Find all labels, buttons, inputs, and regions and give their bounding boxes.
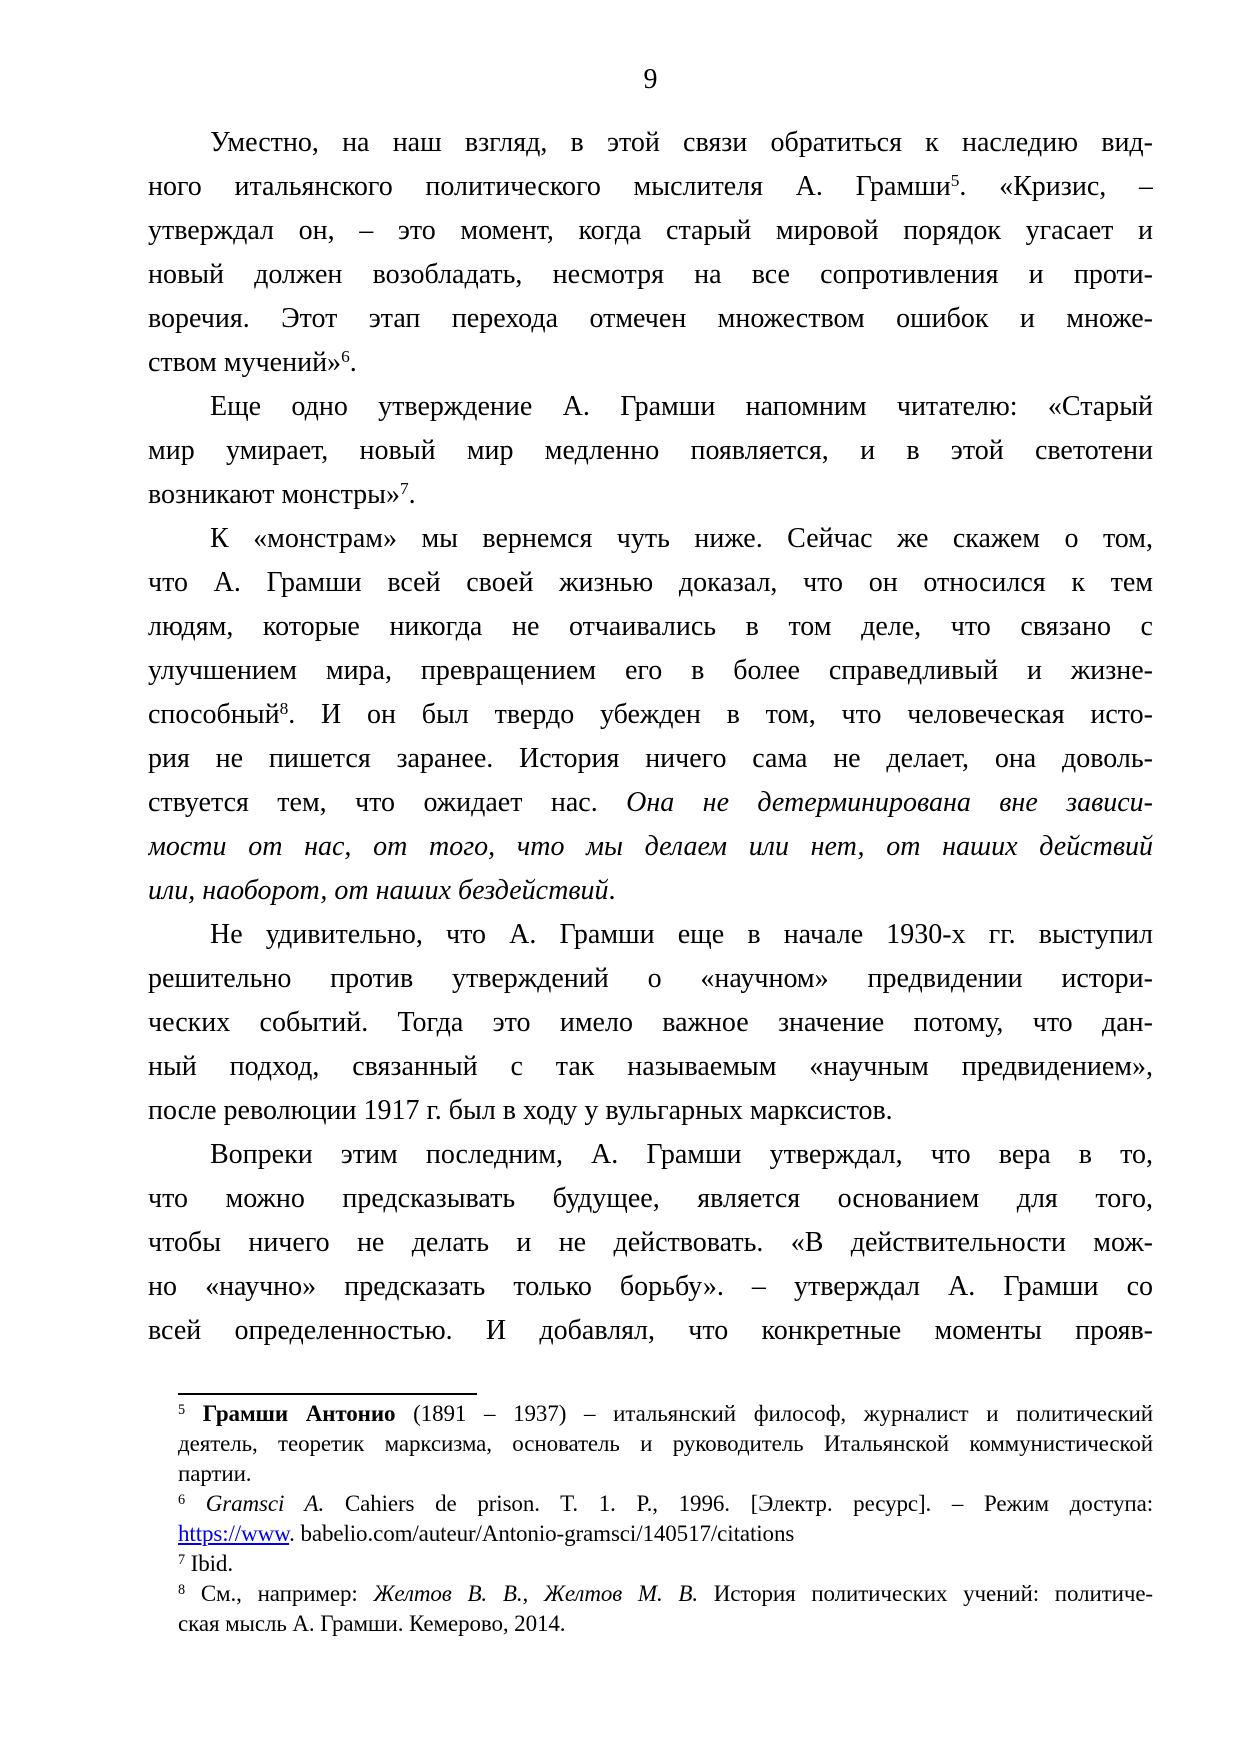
text-segment: К «монстрам» мы вернемся чуть ниже. Сейчас же скажем о том, — [210, 523, 1153, 554]
text-segment: решительно против утверждений о «научном» предвидении истори- — [148, 963, 1153, 994]
text-segment: способный — [148, 699, 280, 730]
text-line — [178, 1579, 1153, 1609]
text-segment: но «научно» предсказать только борьбу». – утверждал А. Грамши со — [148, 1271, 1153, 1302]
text-line — [148, 913, 1153, 957]
text-line — [148, 1265, 1153, 1309]
footnote-reference: 7 — [178, 1551, 186, 1568]
text-segment: Уместно, на наш взгляд, в этой связи обратиться к наследию вид- — [210, 127, 1153, 158]
paragraph — [148, 1133, 1153, 1353]
text-line — [148, 869, 1153, 913]
text-segment: См., например: — [185, 1581, 374, 1606]
text-line — [148, 385, 1153, 429]
text-line — [178, 1429, 1153, 1459]
footnotes — [178, 1399, 1153, 1639]
paragraph — [148, 517, 1153, 913]
text-segment: ствуется тем, что ожидает нас. — [148, 787, 627, 818]
text-segment — [185, 1491, 206, 1516]
text-segment: . «Кризис, – — [959, 171, 1153, 202]
hyperlink[interactable]: https://www — [178, 1521, 290, 1546]
footnote-reference: 5 — [178, 1401, 186, 1418]
text-segment: Желтов В. В., Желтов М. В. — [373, 1581, 699, 1606]
text-segment: партии. — [178, 1461, 252, 1486]
footnote-reference: 5 — [950, 171, 960, 191]
text-line — [148, 1309, 1153, 1353]
text-segment: Ibid. — [185, 1551, 233, 1576]
text-segment: Еще одно утверждение А. Грамши напомним читателю: «Старый — [210, 391, 1153, 422]
text-segment: воречия. Этот этап перехода отмечен множеством ошибок и множе- — [148, 303, 1153, 334]
text-segment: или, наоборот, от наших бездействий — [148, 875, 609, 906]
footnote-item — [178, 1399, 1153, 1489]
text-segment — [185, 1401, 203, 1426]
footnote-reference: 6 — [178, 1491, 186, 1508]
text-line — [148, 693, 1153, 737]
text-segment: Грамши Антонио — [202, 1401, 396, 1426]
text-line — [148, 165, 1153, 209]
text-segment: возникают монстры» — [148, 479, 400, 510]
text-line — [148, 121, 1153, 165]
footnote-item — [178, 1489, 1153, 1549]
text-segment: Она не детерминирована вне зависи- — [626, 787, 1153, 818]
text-line — [148, 781, 1153, 825]
text-line — [148, 737, 1153, 781]
text-line — [148, 209, 1153, 253]
text-segment: мир умирает, новый мир медленно появляется, и в этой светотени — [148, 435, 1153, 466]
text-segment: Не удивительно, что А. Грамши еще в начале 1930-х гг. выступил — [210, 919, 1153, 950]
text-segment: . И он был твердо убежден в том, что человеческая исто- — [288, 699, 1153, 730]
text-line — [148, 253, 1153, 297]
text-line — [148, 605, 1153, 649]
text-segment: ством мучений» — [148, 347, 342, 378]
body-text — [148, 121, 1153, 1353]
footnote-reference: 8 — [279, 699, 289, 719]
footnote-reference: 8 — [178, 1581, 186, 1598]
paragraph — [148, 913, 1153, 1133]
text-line — [148, 649, 1153, 693]
text-line — [148, 1177, 1153, 1221]
text-line — [148, 1221, 1153, 1265]
text-segment: после революции 1917 г. был в ходу у вульгарных марксистов. — [148, 1095, 893, 1126]
text-segment: утверждал он, – это момент, когда старый мировой порядок угасает и — [148, 215, 1153, 246]
text-line — [148, 1089, 1153, 1133]
footnote-separator — [178, 1393, 477, 1395]
text-line — [178, 1459, 1153, 1489]
text-segment: . — [608, 875, 616, 906]
text-segment: Вопреки этим последним, А. Грамши утверждал, что вера в то, — [210, 1139, 1153, 1170]
paragraph — [148, 121, 1153, 385]
text-line — [148, 429, 1153, 473]
text-segment: ный подход, связанный с так называемым «научным предвидением», — [148, 1051, 1153, 1082]
text-line — [148, 297, 1153, 341]
text-segment: мости от нас, от того, что мы делаем или нет, от наших действий — [148, 831, 1153, 862]
text-segment: улучшением мира, превращением его в более справедливый и жизне- — [148, 655, 1153, 686]
text-line — [148, 341, 1153, 385]
text-segment: Cahiers de prison. T. 1. P., 1996. [Электр. ресурс]. – Режим доступа: — [324, 1491, 1153, 1516]
page-number: 9 — [643, 64, 658, 95]
text-line — [148, 957, 1153, 1001]
footnote-item — [178, 1549, 1153, 1579]
text-line — [148, 825, 1153, 869]
text-segment: . — [349, 347, 357, 378]
text-segment: ческих событий. Тогда это имело важное значение потому, что дан- — [148, 1007, 1153, 1038]
text-line — [148, 1045, 1153, 1089]
paragraph — [148, 385, 1153, 517]
text-segment: деятель, теоретик марксизма, основатель и руководитель Итальянской коммунистической — [178, 1431, 1153, 1456]
text-segment: что А. Грамши всей своей жизнью доказал, что он относился к тем — [148, 567, 1153, 598]
text-segment: что можно предсказывать будущее, является основанием для того, — [148, 1183, 1153, 1214]
footnote-reference: 6 — [341, 347, 350, 367]
text-line — [178, 1519, 1153, 1549]
text-segment: ская мысль А. Грамши. Кемерово, 2014. — [178, 1611, 566, 1636]
footnote-reference: 7 — [399, 479, 409, 499]
text-segment: История политических учений: политиче- — [698, 1581, 1153, 1606]
text-segment: . babelio.com/auteur/Antonio-gramsci/140517/citations — [289, 1521, 795, 1546]
text-line — [148, 1001, 1153, 1045]
text-segment: чтобы ничего не делать и не действовать. «В действительности мож- — [148, 1227, 1153, 1258]
text-segment: ного итальянского политического мыслителя А. Грамши — [148, 171, 951, 202]
text-segment: (1891 – 1937) – итальянский философ, журналист и политический — [395, 1401, 1153, 1426]
text-segment: Gramsci A. — [205, 1491, 325, 1516]
text-line — [148, 517, 1153, 561]
text-line — [178, 1609, 1153, 1639]
text-line — [178, 1549, 1153, 1579]
text-line — [148, 561, 1153, 605]
text-segment: людям, которые никогда не отчаивались в том деле, что связано с — [148, 611, 1153, 642]
footnote-item — [178, 1579, 1153, 1639]
text-line — [148, 1133, 1153, 1177]
text-segment: . — [408, 479, 416, 510]
text-segment: рия не пишется заранее. История ничего сама не делает, она доволь- — [148, 743, 1153, 774]
text-line — [148, 473, 1153, 517]
text-segment: новый должен возобладать, несмотря на все сопротивления и проти- — [148, 259, 1153, 290]
text-line — [178, 1489, 1153, 1519]
text-line — [178, 1399, 1153, 1429]
text-segment: всей определенностью. И добавлял, что конкретные моменты прояв- — [148, 1315, 1153, 1346]
